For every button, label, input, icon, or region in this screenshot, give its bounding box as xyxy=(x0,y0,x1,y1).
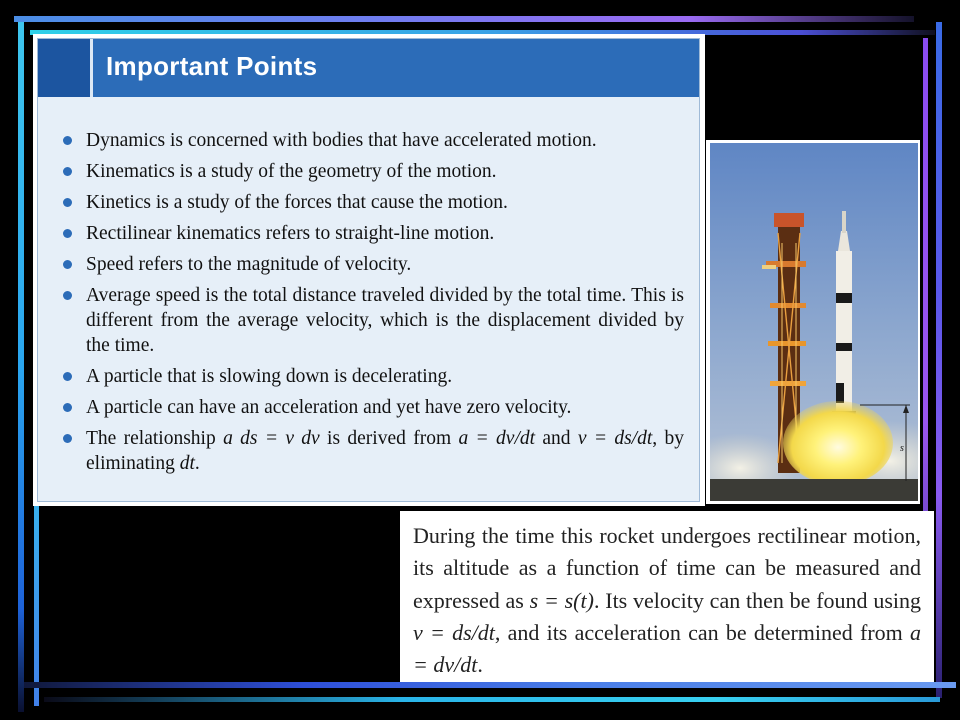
important-points-panel xyxy=(33,34,705,506)
point-text: Speed refers to the magnitude of velocity. xyxy=(86,254,412,275)
rocket-launch-photo xyxy=(706,140,920,504)
caption-text xyxy=(413,520,921,681)
point-text: A particle that is slowing down is decelerating. xyxy=(86,366,453,387)
list-item xyxy=(60,426,684,476)
bullet-icon xyxy=(63,403,72,412)
photo-caption xyxy=(400,511,934,682)
bullet-icon xyxy=(63,260,72,269)
rocket-launch-illustration xyxy=(710,143,918,501)
point-text: Kinetics is a study of the forces that cause the motion. xyxy=(86,192,508,213)
bullet-icon xyxy=(63,291,72,300)
point-text-p2: is derived from xyxy=(319,428,459,449)
bullet-icon xyxy=(63,434,72,443)
bullet-icon xyxy=(63,136,72,145)
bottom-gradient-bar-inner xyxy=(44,697,940,702)
points-list xyxy=(60,128,684,482)
list-item xyxy=(60,395,684,420)
altitude-label: s xyxy=(900,443,904,454)
left-gradient-bar xyxy=(18,22,24,712)
list-item xyxy=(60,128,684,153)
point-text: Rectilinear kinematics refers to straight-line motion. xyxy=(86,223,495,244)
bullet-icon xyxy=(63,198,72,207)
important-points-box xyxy=(37,38,700,502)
list-item xyxy=(60,221,684,246)
caption-text-p1: During the time this rocket undergoes rectilinear motion, its altitude as a function of time can be measured and expressed as xyxy=(413,523,921,613)
bullet-icon xyxy=(63,167,72,176)
panel-header xyxy=(38,39,699,97)
point-text: A particle can have an acceleration and yet have zero velocity. xyxy=(86,397,572,418)
equation-v-ds-dt: v = ds/dt xyxy=(413,619,495,645)
point-text: Kinematics is a study of the geometry of the motion. xyxy=(86,161,497,182)
list-item xyxy=(60,283,684,358)
rocket-launch-image xyxy=(710,143,918,501)
variable-dt: dt xyxy=(179,453,195,474)
point-text-p5: . xyxy=(194,453,200,474)
point-text-p4: , by eliminating xyxy=(86,428,684,474)
bullet-icon xyxy=(63,229,72,238)
equation-a-dv-dt: a = dv/dt xyxy=(458,428,536,449)
panel-title: Important Points xyxy=(106,51,318,81)
list-item xyxy=(60,190,684,215)
equation-s-s-t: s = s(t) xyxy=(529,587,594,613)
engine-exhaust xyxy=(783,401,893,485)
point-text-p1: The relationship xyxy=(86,428,224,449)
point-text: Dynamics is concerned with bodies that have accelerated motion. xyxy=(86,130,597,151)
bottom-gradient-bar xyxy=(24,682,956,688)
equation-v-ds-dt: v = ds/dt xyxy=(577,428,653,449)
caption-text-p4: . xyxy=(477,652,483,678)
list-item xyxy=(60,364,684,389)
point-text-p3: and xyxy=(535,428,578,449)
equation-a-dv-dt: a = dv/dt xyxy=(413,619,921,678)
list-item xyxy=(60,252,684,277)
header-accent-box xyxy=(38,39,90,97)
caption-text-p3: , and its acceleration can be determined from xyxy=(494,619,910,645)
point-text: Average speed is the total distance traveled divided by the total time. This is different from the average velocity, which is the displacement divided by the time. xyxy=(86,285,684,356)
header-divider xyxy=(90,39,93,97)
equation-a-ds-v-dv: a ds = v dv xyxy=(223,428,320,449)
right-gradient-bar xyxy=(936,22,942,698)
launch-pad xyxy=(710,479,918,501)
caption-text-p2: . Its velocity can then be found using xyxy=(593,587,921,613)
list-item xyxy=(60,159,684,184)
bullet-icon xyxy=(63,372,72,381)
top-gradient-bar xyxy=(14,16,914,22)
